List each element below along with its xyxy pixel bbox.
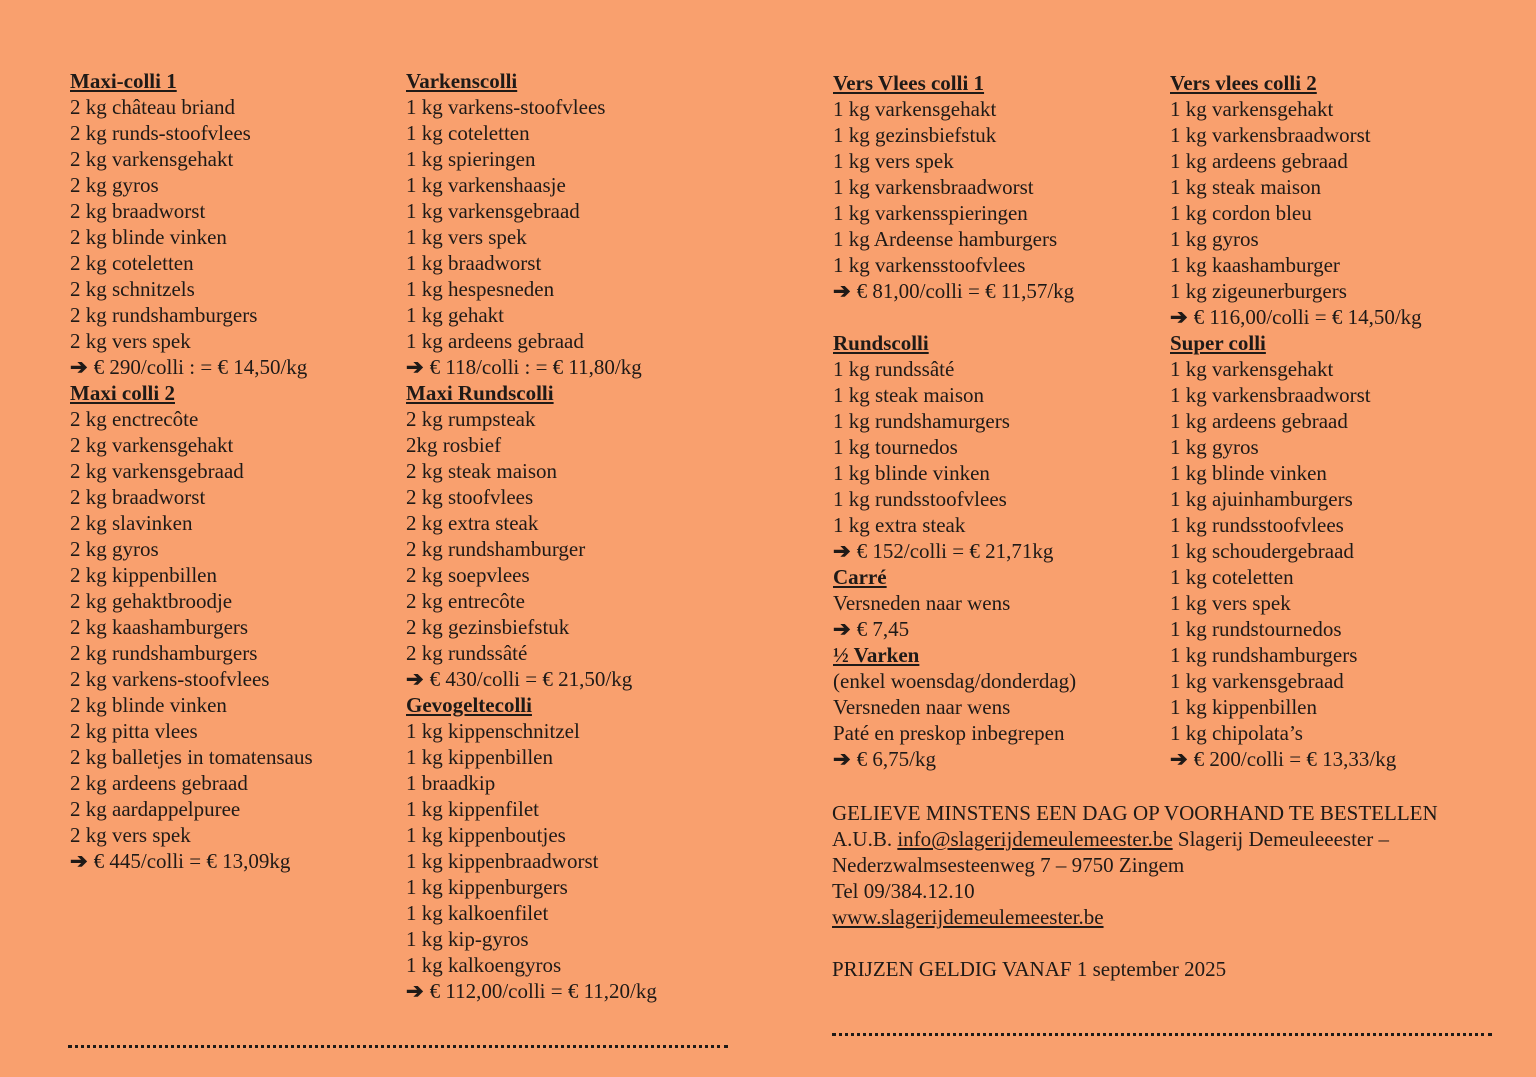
arrow-right-icon: ➔ [1170, 747, 1188, 771]
list-item: 1 kg varkens-stoofvlees [406, 95, 606, 119]
list-item: Versneden naar wens [833, 695, 1011, 719]
section-gevogeltecolli [406, 692, 657, 1004]
list-item: 2 kg gyros [70, 537, 159, 561]
item-list [833, 590, 1076, 616]
list-item: 1 kg steak maison [1170, 175, 1322, 199]
item-list [70, 406, 313, 848]
column-1 [70, 68, 313, 874]
price-line: ➔ € 7,45 [833, 617, 910, 641]
list-item: 1 kg kaashamburger [1170, 253, 1340, 277]
list-item: 2 kg rundshamburgers [70, 303, 258, 327]
list-item: 1 kg coteletten [406, 121, 530, 145]
list-item: 2 kg varkensgehakt [70, 147, 234, 171]
list-item: 1 kg kippenbillen [406, 745, 553, 769]
list-item: 2 kg varkens-stoofvlees [70, 667, 270, 691]
section-rundscolli [833, 330, 1076, 564]
list-item: 2 kg kaashamburgers [70, 615, 249, 639]
price-line: ➔ € 116,00/colli = € 14,50/kg [1170, 305, 1422, 329]
list-item: 2 kg rumpsteak [406, 407, 536, 431]
list-item: 2 kg vers spek [70, 823, 191, 847]
section-title: Super colli [1170, 331, 1266, 355]
section-title: Carré [833, 565, 887, 589]
list-item: 1 kg hespesneden [406, 277, 555, 301]
aub-label: A.U.B. [832, 827, 893, 851]
email-link[interactable]: info@slagerijdemeulemeester.be [897, 827, 1173, 851]
item-list [833, 96, 1076, 278]
list-item: 1 kg kippenboutjes [406, 823, 566, 847]
item-list [406, 718, 657, 978]
list-item: 1 kg Ardeense hamburgers [833, 227, 1058, 251]
list-item: 2 kg blinde vinken [70, 225, 227, 249]
list-item: 2 kg château briand [70, 95, 236, 119]
list-item: 1 kg kippenfilet [406, 797, 539, 821]
list-item: 2 kg braadworst [70, 199, 206, 223]
list-item: 1 kg tournedos [833, 435, 958, 459]
list-item: 2 kg rundssâté [406, 641, 528, 665]
list-item: 1 kg rundsstoofvlees [833, 487, 1007, 511]
list-item: 2 kg entrecôte [406, 589, 525, 613]
arrow-right-icon: ➔ [406, 667, 424, 691]
list-item: 1 kg vers spek [406, 225, 527, 249]
validity-notice: PRIJZEN GELDIG VANAF 1 september 2025 [832, 957, 1227, 981]
list-item: 1 kg blinde vinken [1170, 461, 1327, 485]
list-item: 2kg rosbief [406, 433, 502, 457]
column-4 [1170, 70, 1422, 772]
list-item: 1 kg varkensspieringen [833, 201, 1028, 225]
price-line: ➔ € 200/colli = € 13,33/kg [1170, 747, 1397, 771]
website-link[interactable]: www.slagerijdemeulemeester.be [832, 905, 1104, 929]
price-line: ➔ € 290/colli : = € 14,50/kg [70, 355, 308, 379]
list-item: 1 kg kalkoengyros [406, 953, 562, 977]
list-item: 2 kg schnitzels [70, 277, 195, 301]
contact-footer [832, 800, 1438, 982]
list-item: Versneden naar wens [833, 591, 1011, 615]
item-list [833, 356, 1076, 538]
section-maxi-rundscolli [406, 380, 657, 692]
section-vers-vlees-colli-2 [1170, 70, 1422, 330]
section-title: Maxi Rundscolli [406, 381, 554, 405]
section-vers-vlees-colli-1 [833, 70, 1076, 304]
list-item: 2 kg extra steak [406, 511, 539, 535]
list-item: 1 kg ardeens gebraad [406, 329, 584, 353]
item-list [70, 94, 313, 354]
list-item: 2 kg ardeens gebraad [70, 771, 248, 795]
arrow-right-icon: ➔ [70, 849, 88, 873]
list-item: 1 kg schoudergebraad [1170, 539, 1354, 563]
list-item: 1 kg kippenschnitzel [406, 719, 580, 743]
price-line: ➔ € 118/colli : = € 11,80/kg [406, 355, 642, 379]
section-carre [833, 564, 1076, 642]
list-item: 2 kg rundshamburger [406, 537, 586, 561]
list-item: 1 kg vers spek [1170, 591, 1291, 615]
list-item: 1 kg vers spek [833, 149, 954, 173]
list-item: 1 kg kip-gyros [406, 927, 529, 951]
section-title: Vers Vlees colli 1 [833, 71, 985, 95]
price-line: ➔ € 6,75/kg [833, 747, 936, 771]
list-item: 1 kg kippenburgers [406, 875, 568, 899]
section-half-varken [833, 642, 1076, 772]
list-item: 1 kg chipolata’s [1170, 721, 1303, 745]
list-item: Paté en preskop inbegrepen [833, 721, 1065, 745]
list-item: 1 kg extra steak [833, 513, 966, 537]
item-list [833, 668, 1076, 746]
list-item: 1 kg cordon bleu [1170, 201, 1312, 225]
list-item: 1 kg varkensgebraad [1170, 669, 1344, 693]
list-item: 2 kg balletjes in tomatensaus [70, 745, 313, 769]
list-item: 2 kg vers spek [70, 329, 191, 353]
list-item: 1 kg varkensgehakt [1170, 97, 1334, 121]
list-item: 1 kg rundshamburgers [1170, 643, 1358, 667]
list-item: 1 kg varkensgebraad [406, 199, 580, 223]
list-item: 1 kg varkensbraadworst [1170, 383, 1371, 407]
list-item: 1 kg rundsstoofvlees [1170, 513, 1344, 537]
arrow-right-icon: ➔ [70, 355, 88, 379]
arrow-right-icon: ➔ [833, 747, 851, 771]
list-item: 1 kg zigeunerburgers [1170, 279, 1347, 303]
list-item: 2 kg coteletten [70, 251, 194, 275]
list-item: 2 kg rundshamburgers [70, 641, 258, 665]
list-item: 1 kg varkensstoofvlees [833, 253, 1026, 277]
section-super-colli [1170, 330, 1422, 772]
item-list [406, 94, 657, 354]
section-title: ½ Varken [833, 643, 920, 667]
list-item: 1 kg varkensbraadworst [1170, 123, 1371, 147]
section-title: Maxi-colli 1 [70, 69, 177, 93]
price-line: ➔ € 112,00/colli = € 11,20/kg [406, 979, 657, 1003]
list-item: 2 kg blinde vinken [70, 693, 227, 717]
order-notice: GELIEVE MINSTENS EEN DAG OP VOORHAND TE BESTELLEN [832, 801, 1438, 825]
list-item: 1 kg gehakt [406, 303, 504, 327]
section-title: Maxi colli 2 [70, 381, 175, 405]
list-item: 2 kg gyros [70, 173, 159, 197]
list-item: 1 kg rundssâté [833, 357, 955, 381]
list-item: 2 kg enctrecôte [70, 407, 199, 431]
list-item: 2 kg varkensgebraad [70, 459, 244, 483]
price-line: ➔ € 430/colli = € 21,50/kg [406, 667, 633, 691]
list-item: 2 kg aardappelpuree [70, 797, 241, 821]
list-item: 1 kg gyros [1170, 227, 1259, 251]
section-title: Vers vlees colli 2 [1170, 71, 1317, 95]
spacer [833, 304, 1076, 330]
contact-line [832, 826, 1438, 852]
shop-name: Slagerij Demeuleeester – [1177, 827, 1389, 851]
arrow-right-icon: ➔ [833, 539, 851, 563]
list-item: 1 braadkip [406, 771, 496, 795]
list-item: 2 kg slavinken [70, 511, 193, 535]
section-maxi-colli-2 [70, 380, 313, 874]
list-item: 2 kg stoofvlees [406, 485, 534, 509]
list-item: 1 kg kalkoenfilet [406, 901, 549, 925]
section-title: Gevogeltecolli [406, 693, 532, 717]
list-item: 2 kg gezinsbiefstuk [406, 615, 570, 639]
list-item: 1 kg braadworst [406, 251, 542, 275]
section-title: Varkenscolli [406, 69, 518, 93]
price-line: ➔ € 152/colli = € 21,71kg [833, 539, 1054, 563]
address: Nederzwalmsesteenweg 7 – 9750 Zingem [832, 853, 1185, 877]
section-maxi-colli-1 [70, 68, 313, 380]
item-list [1170, 356, 1422, 746]
section-varkenscolli [406, 68, 657, 380]
list-item: 1 kg varkenshaasje [406, 173, 566, 197]
list-item: 2 kg braadworst [70, 485, 206, 509]
list-item: 1 kg kippenbraadworst [406, 849, 599, 873]
list-item: 1 kg ajuinhamburgers [1170, 487, 1353, 511]
arrow-right-icon: ➔ [406, 355, 424, 379]
column-3 [833, 70, 1076, 772]
item-list [1170, 96, 1422, 304]
price-line: ➔ € 445/colli = € 13,09kg [70, 849, 291, 873]
list-item: 1 kg varkensbraadworst [833, 175, 1034, 199]
list-item: 1 kg kippenbillen [1170, 695, 1317, 719]
column-2 [406, 68, 657, 1004]
cut-line-left [68, 1045, 728, 1048]
price-line: ➔ € 81,00/colli = € 11,57/kg [833, 279, 1075, 303]
list-item: 1 kg steak maison [833, 383, 985, 407]
list-item: 2 kg soepvlees [406, 563, 530, 587]
list-item: 2 kg gehaktbroodje [70, 589, 233, 613]
arrow-right-icon: ➔ [1170, 305, 1188, 329]
list-item: 2 kg runds-stoofvlees [70, 121, 251, 145]
list-item: 1 kg ardeens gebraad [1170, 409, 1348, 433]
list-item: 1 kg ardeens gebraad [1170, 149, 1348, 173]
list-item: 2 kg varkensgehakt [70, 433, 234, 457]
list-item: 2 kg kippenbillen [70, 563, 217, 587]
list-item: 1 kg varkensgehakt [1170, 357, 1334, 381]
list-item: 2 kg steak maison [406, 459, 558, 483]
list-item: 1 kg spieringen [406, 147, 536, 171]
list-item: 1 kg rundstournedos [1170, 617, 1342, 641]
list-item: 2 kg pitta vlees [70, 719, 198, 743]
arrow-right-icon: ➔ [833, 617, 851, 641]
item-list [406, 406, 657, 666]
list-item: 1 kg gezinsbiefstuk [833, 123, 997, 147]
list-item: 1 kg coteletten [1170, 565, 1294, 589]
list-item: 1 kg gyros [1170, 435, 1259, 459]
cut-line-right [832, 1033, 1492, 1036]
list-item: 1 kg varkensgehakt [833, 97, 997, 121]
section-title: Rundscolli [833, 331, 929, 355]
list-item: 1 kg blinde vinken [833, 461, 990, 485]
phone: Tel 09/384.12.10 [832, 879, 975, 903]
arrow-right-icon: ➔ [406, 979, 424, 1003]
list-item: 1 kg rundshamurgers [833, 409, 1010, 433]
arrow-right-icon: ➔ [833, 279, 851, 303]
list-item: (enkel woensdag/donderdag) [833, 669, 1077, 693]
